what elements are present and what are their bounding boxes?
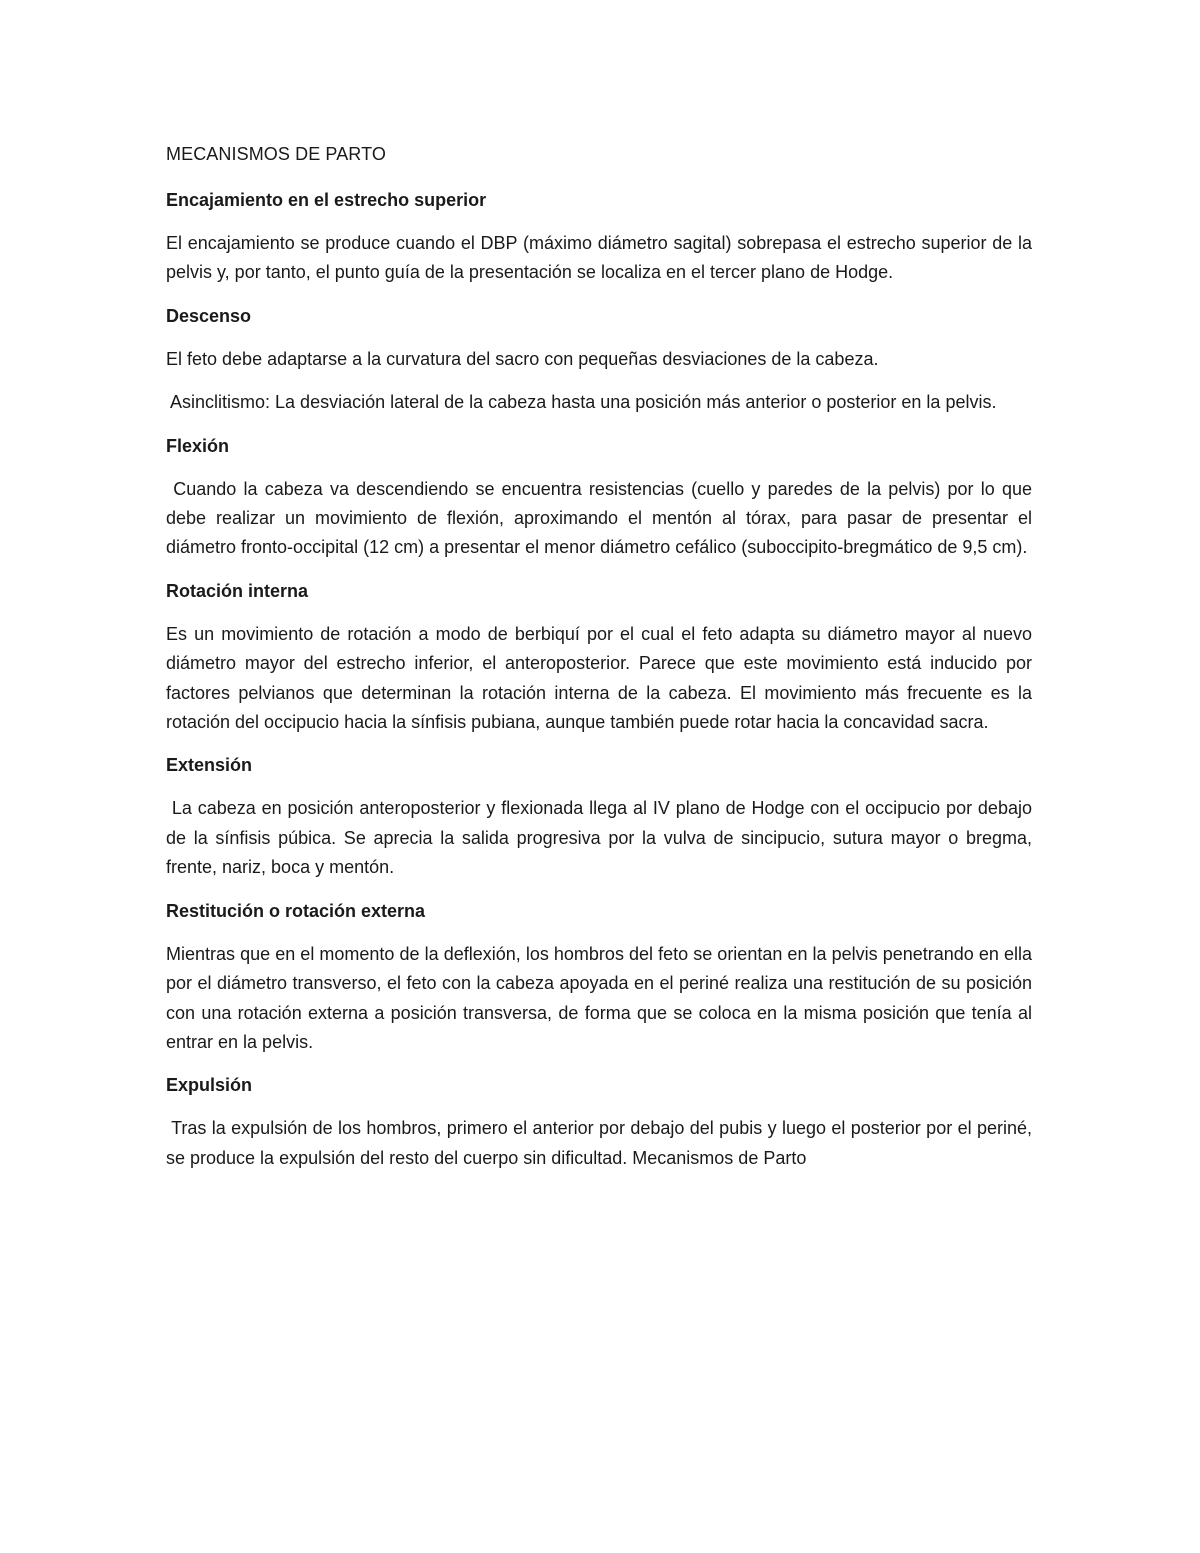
paragraph-descenso: El feto debe adaptarse a la curvatura del sacro con pequeñas desviaciones de la cabeza. — [166, 348, 879, 369]
section-heading-flexion: Flexión — [166, 435, 230, 456]
section-heading-descenso: Descenso — [166, 305, 252, 326]
section-heading-extension: Extensión — [166, 755, 253, 776]
paragraph-asinclitismo: Asinclitismo: La desviación lateral de la cabeza hasta una posición más anterior o posterior en la pelvis. — [170, 392, 997, 413]
paragraph-flexion: Cuando la cabeza va descendiendo se encuentra resistencias (cuello y paredes de la pelvis) por lo que debe realizar un movimiento de flexión, aproximando el mentón al tórax, para pasar de presentar el diámetro fronto-occipital (12 cm) a presentar el menor diámetro cefálico (suboccipito-bregmático de 9,5 cm). — [166, 478, 1032, 558]
paragraph-extension: La cabeza en posición anteroposterior y flexionada llega al IV plano de Hodge con el occipucio por debajo de la sínfisis púbica. Se aprecia la salida progresiva por la vulva de sincipucio, sutura mayor o bregma, frente, nariz, boca y mentón. — [166, 798, 1032, 878]
document-page — [166, 140, 1032, 1187]
section-heading-restitucion: Restitución o rotación externa — [166, 900, 426, 921]
paragraph-expulsion: Tras la expulsión de los hombros, primero el anterior por debajo del pubis y luego el posterior por el periné, se produce la expulsión del resto del cuerpo sin dificultad. Mecanismos de Parto — [166, 1118, 1032, 1168]
paragraph-encajamiento: El encajamiento se produce cuando el DBP (máximo diámetro sagital) sobrepasa el estrecho superior de la pelvis y, por tanto, el punto guía de la presentación se localiza en el tercer plano de Hodge. — [166, 233, 1032, 283]
paragraph-rotacion-interna: Es un movimiento de rotación a modo de berbiquí por el cual el feto adapta su diámetro mayor al nuevo diámetro mayor del estrecho inferior, el anteroposterior. Parece que este movimiento está inducido por factores pelvianos que determinan la rotación interna de la cabeza. El movimiento más frecuente es la rotación del occipucio hacia la sínfisis pubiana, aunque también puede rotar hacia la concavidad sacra. — [166, 623, 1032, 733]
section-heading-expulsion: Expulsión — [166, 1075, 253, 1096]
document-title: MECANISMOS DE PARTO — [166, 144, 386, 164]
paragraph-restitucion: Mientras que en el momento de la deflexión, los hombros del feto se orientan en la pelvis penetrando en ella por el diámetro transverso, el feto con la cabeza apoyada en el periné realiza una restitución de su posición con una rotación externa a posición transversa, de forma que se coloca en la misma posición que tenía al entrar en la pelvis. — [166, 943, 1032, 1052]
section-heading-encajamiento: Encajamiento en el estrecho superior — [166, 190, 487, 210]
section-heading-rotacion-interna: Rotación interna — [166, 580, 309, 601]
